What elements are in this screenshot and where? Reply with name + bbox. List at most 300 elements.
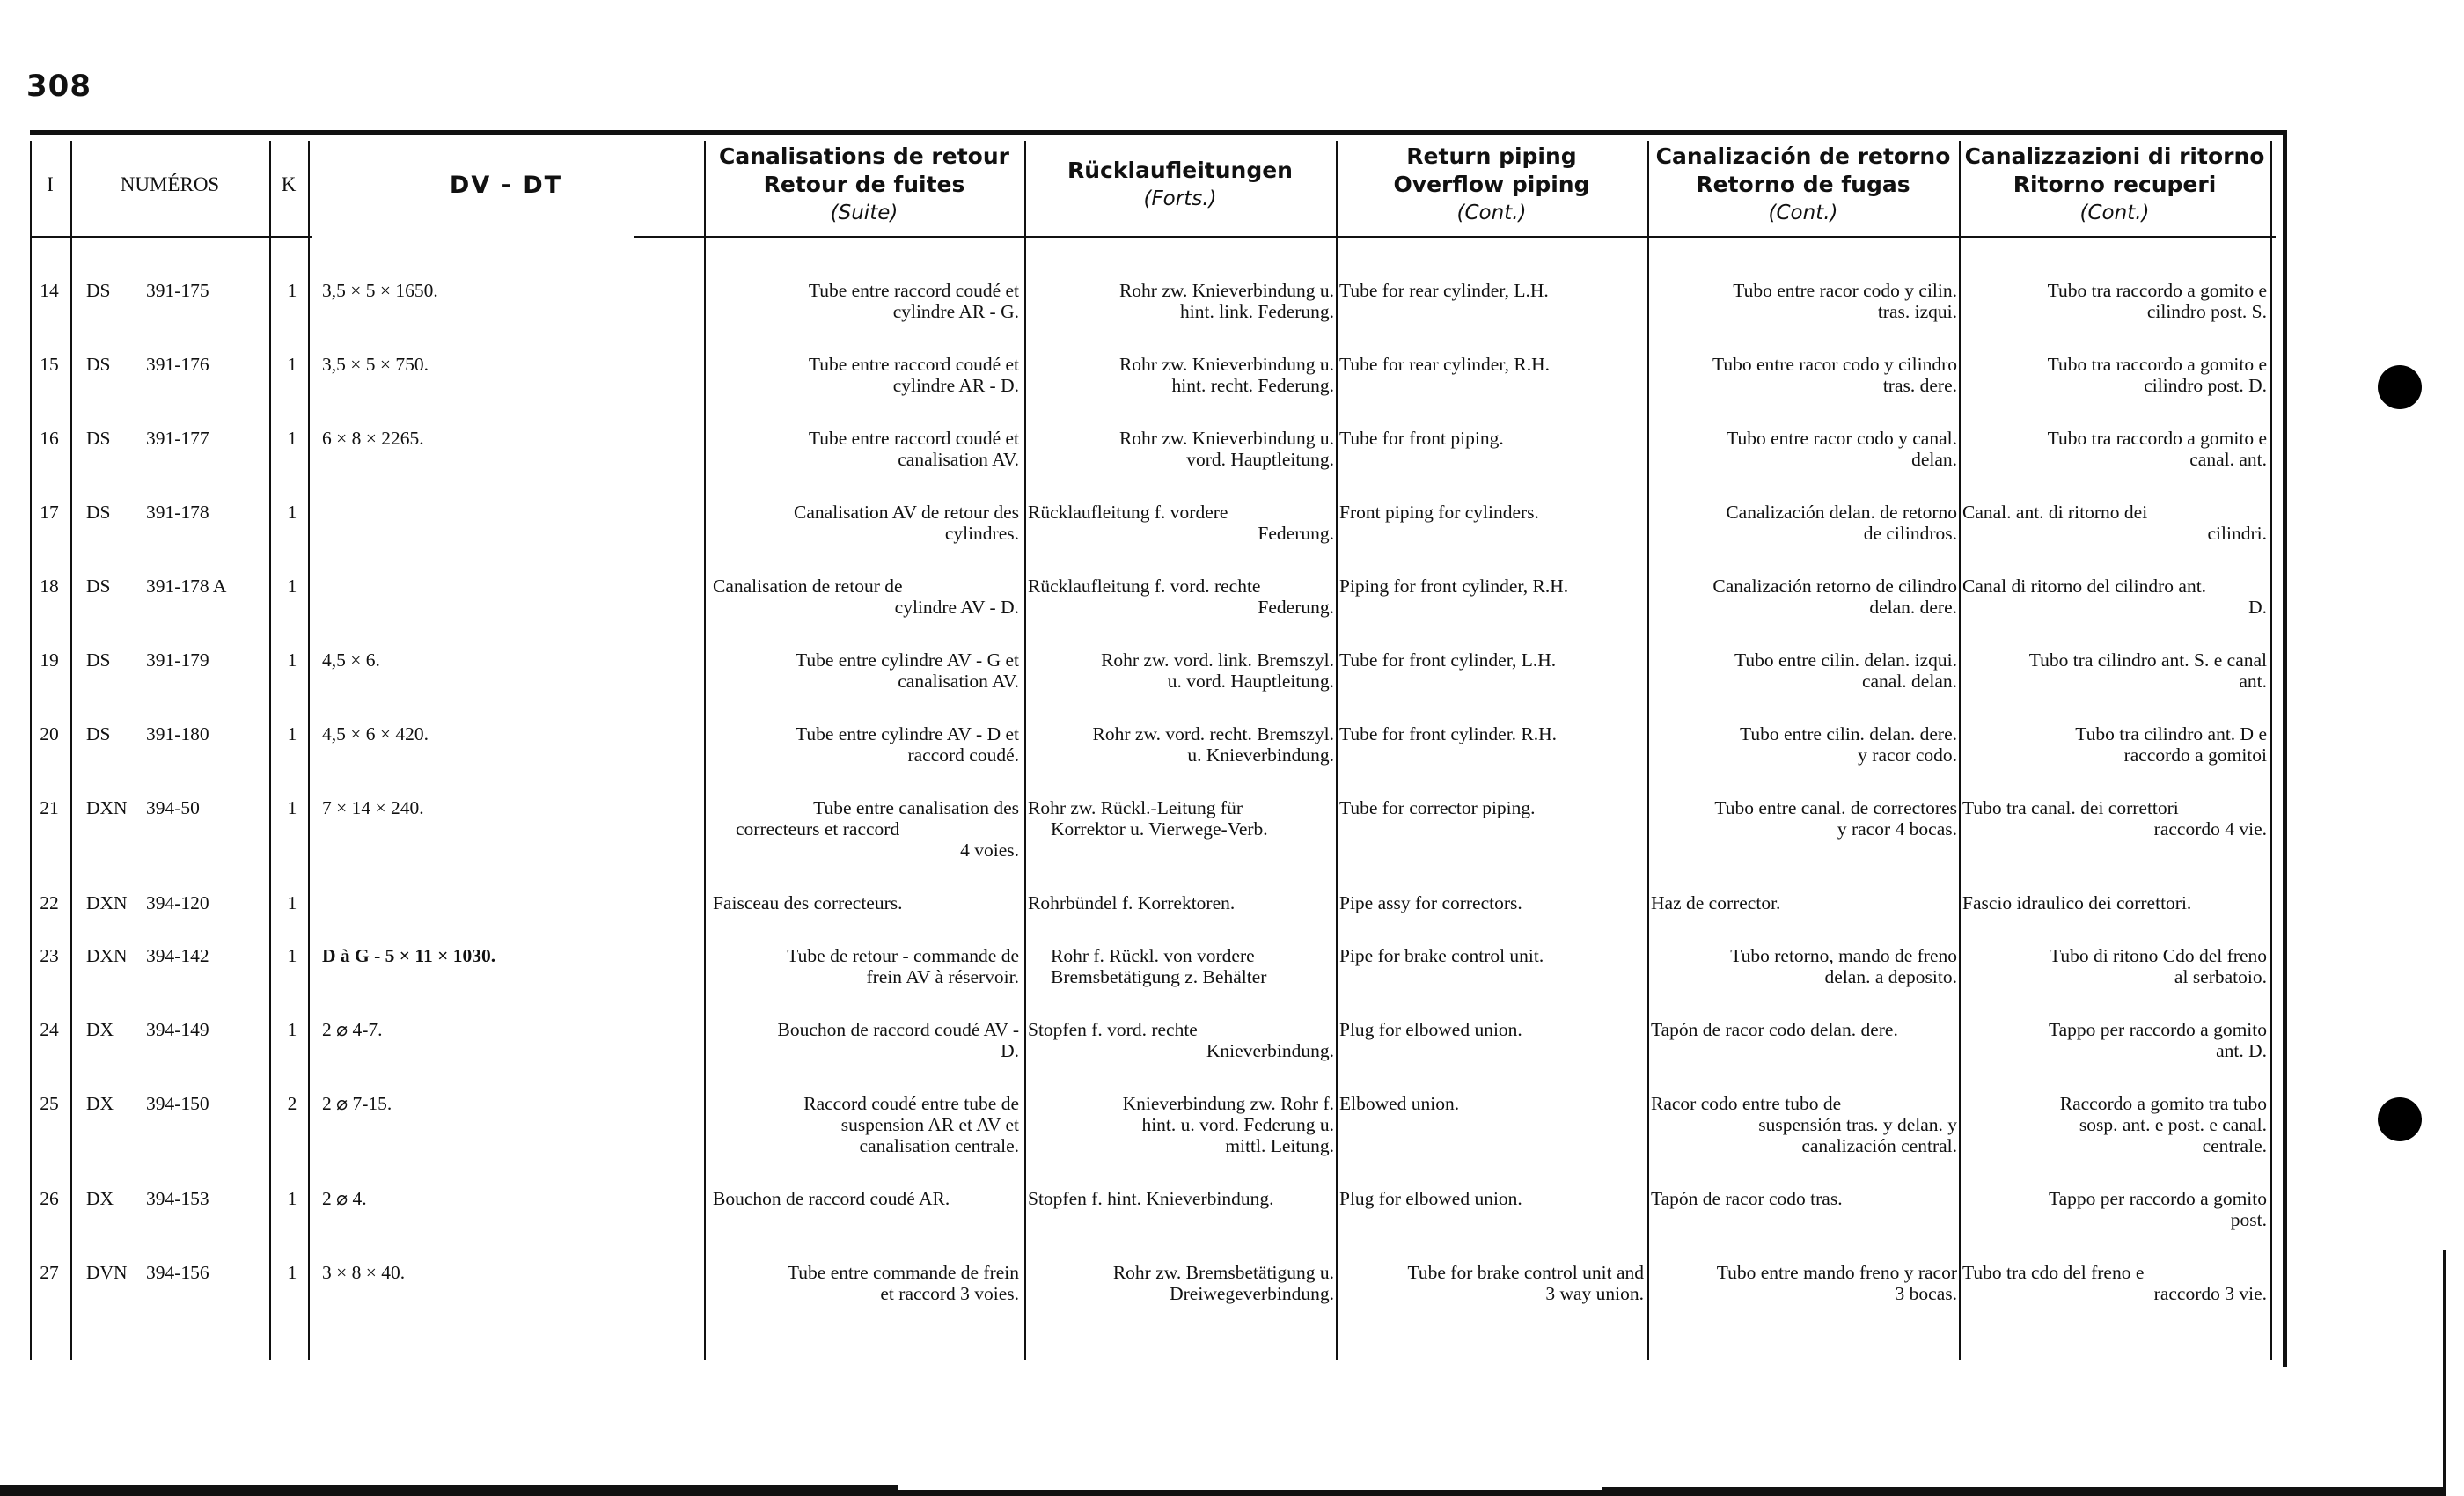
desc-line: Tube entre raccord coudé et (808, 428, 1019, 449)
desc-line: D. (2248, 597, 2267, 618)
desc-line: Rücklaufleitung f. vord. rechte (1028, 576, 1261, 597)
desc-english (1339, 1019, 1644, 1040)
header-spanish (1647, 141, 1959, 229)
desc-line: Tube for front piping. (1339, 428, 1504, 449)
desc-french (713, 1188, 1019, 1209)
row-index: 14 (40, 280, 59, 301)
header-es-line1: Canalización de retorno (1655, 143, 1951, 169)
row-index: 16 (40, 428, 59, 449)
desc-line: mittl. Leitung. (1225, 1135, 1334, 1156)
desc-english (1339, 797, 1644, 818)
desc-french (713, 945, 1019, 987)
desc-line: Canal di ritorno del cilindro ant. (1962, 576, 2207, 597)
desc-line: Korrektor u. Vierwege-Verb. (1051, 818, 1268, 840)
desc-german (1028, 1262, 1334, 1304)
desc-line: cylindres. (944, 523, 1019, 544)
desc-line: Canalización retorno de cilindro (1712, 576, 1957, 597)
header-fr-line1: Canalisations de retour (719, 143, 1009, 169)
column-divider (1959, 141, 1961, 1360)
desc-line: Tube for corrector piping. (1339, 797, 1536, 818)
desc-spanish (1651, 649, 1957, 692)
desc-line: hint. recht. Federung. (1171, 375, 1334, 396)
desc-spanish (1651, 945, 1957, 987)
right-edge-line (2443, 1250, 2446, 1487)
desc-line: y racor 4 bocas. (1837, 818, 1957, 840)
part-prefix: DX (86, 1093, 114, 1114)
desc-english (1339, 280, 1644, 301)
desc-line: Knieverbindung zw. Rohr f. (1122, 1093, 1334, 1114)
desc-line: Tube entre raccord coudé et (808, 280, 1019, 301)
desc-english (1339, 1262, 1644, 1304)
part-prefix: DS (86, 649, 111, 671)
desc-line: u. vord. Hauptleitung. (1167, 671, 1334, 692)
desc-spanish (1651, 576, 1957, 618)
desc-english (1339, 649, 1644, 671)
desc-spanish (1651, 1019, 1957, 1040)
desc-line: suspension AR et AV et (840, 1114, 1019, 1135)
desc-line: cilindro post. D. (2144, 375, 2267, 396)
part-prefix: DS (86, 354, 111, 375)
desc-italian (1962, 1019, 2267, 1061)
desc-line: Canal. ant. di ritorno dei (1962, 502, 2148, 523)
desc-italian (1962, 797, 2267, 840)
header-fr-line2: Retour de fuites (763, 172, 965, 197)
desc-line: Rohr zw. Bremsbetätigung u. (1112, 1262, 1334, 1283)
desc-line: D. (1001, 1040, 1019, 1061)
desc-italian (1962, 1093, 2267, 1156)
desc-line: de cilindros. (1863, 523, 1957, 544)
desc-french (713, 797, 1019, 861)
row-index: 24 (40, 1019, 59, 1040)
part-number: 391-178 A (146, 576, 227, 597)
dimensions: 3,5 × 5 × 750. (322, 354, 429, 375)
row-index: 18 (40, 576, 59, 597)
desc-line: Tubo tra raccordo a gomito e (2047, 280, 2267, 301)
part-prefix: DS (86, 428, 111, 449)
desc-german (1028, 354, 1334, 396)
quantity: 1 (287, 354, 297, 375)
desc-italian (1962, 280, 2267, 322)
desc-line: cilindro post. S. (2146, 301, 2267, 322)
desc-spanish (1651, 723, 1957, 766)
row-index: 20 (40, 723, 59, 744)
part-prefix: DXN (86, 797, 128, 818)
desc-line: canalisation AV. (898, 671, 1019, 692)
desc-german (1028, 945, 1334, 987)
part-prefix: DS (86, 280, 111, 301)
dimensions: D à G - 5 × 11 × 1030. (322, 945, 496, 966)
bottom-edge-bar (1602, 1487, 2446, 1496)
quantity: 2 (287, 1093, 297, 1114)
desc-line: sosp. ant. e post. e canal. (2079, 1114, 2267, 1135)
part-prefix: DS (86, 502, 111, 523)
desc-line: Tubo entre cilin. delan. dere. (1740, 723, 1957, 744)
desc-line: 4 voies. (960, 840, 1019, 861)
header-es-line2: Retorno de fugas (1696, 172, 1910, 197)
desc-line: cylindre AV - D. (894, 597, 1019, 618)
desc-line: Tubo tra cilindro ant. S. e canal (2028, 649, 2267, 671)
desc-line: et raccord 3 voies. (880, 1283, 1019, 1304)
desc-line: Racor codo entre tubo de (1651, 1093, 1842, 1114)
desc-line: tras. izqui. (1877, 301, 1957, 322)
row-index: 15 (40, 354, 59, 375)
desc-line: Tappo per raccordo a gomito (2048, 1019, 2267, 1040)
desc-line: cylindre AR - G. (892, 301, 1019, 322)
column-divider (30, 141, 32, 1360)
desc-line: Tubo entre racor codo y canal. (1727, 428, 1957, 449)
desc-line: cilindri. (2207, 523, 2267, 544)
desc-spanish (1651, 1188, 1957, 1209)
header-german (1024, 141, 1336, 229)
desc-spanish (1651, 797, 1957, 840)
desc-french (713, 892, 1019, 913)
desc-french (713, 723, 1019, 766)
desc-line: Tube for front cylinder. R.H. (1339, 723, 1558, 744)
desc-line: canalización central. (1801, 1135, 1957, 1156)
desc-line: Stopfen f. vord. rechte (1028, 1019, 1198, 1040)
desc-line: Tube entre cylindre AV - G et (796, 649, 1019, 671)
desc-line: raccord coudé. (907, 744, 1019, 766)
desc-line: Stopfen f. hint. Knieverbindung. (1028, 1188, 1274, 1209)
desc-english (1339, 576, 1644, 597)
desc-line: raccordo a gomitoi (2123, 744, 2267, 766)
desc-line: Tube entre cylindre AV - D et (796, 723, 1019, 744)
desc-line: Federung. (1258, 523, 1334, 544)
desc-line: Tube de retour - commande de (787, 945, 1019, 966)
desc-line: ant. (2239, 671, 2267, 692)
quantity: 1 (287, 428, 297, 449)
header-es-line3: (Cont.) (1768, 202, 1838, 224)
desc-line: Tubo di ritono Cdo del freno (2049, 945, 2267, 966)
desc-line: Tube for brake control unit and (1407, 1262, 1644, 1283)
part-number: 394-120 (146, 892, 209, 913)
desc-line: Tube entre raccord coudé et (808, 354, 1019, 375)
desc-line: Bremsbetätigung z. Behälter (1051, 966, 1267, 987)
desc-line: Federung. (1258, 597, 1334, 618)
part-number: 394-153 (146, 1188, 209, 1209)
desc-line: Tubo entre racor codo y cilindro (1712, 354, 1957, 375)
column-divider (269, 141, 271, 1360)
desc-line: Rücklaufleitung f. vordere (1028, 502, 1228, 523)
desc-line: canalisation AV. (898, 449, 1019, 470)
desc-english (1339, 892, 1644, 913)
quantity: 1 (287, 1188, 297, 1209)
part-number: 394-150 (146, 1093, 209, 1114)
header-dvdt-label: DV - DT (449, 171, 563, 199)
desc-line: Plug for elbowed union. (1339, 1188, 1522, 1209)
desc-spanish (1651, 354, 1957, 396)
desc-line: delan. (1911, 449, 1957, 470)
quantity: 1 (287, 1262, 297, 1283)
dimensions: 7 × 14 × 240. (322, 797, 424, 818)
column-divider (1647, 141, 1649, 1360)
desc-german (1028, 1019, 1334, 1061)
part-prefix: DXN (86, 892, 128, 913)
desc-italian (1962, 649, 2267, 692)
desc-line: Knieverbindung. (1206, 1040, 1334, 1061)
desc-line: Pipe assy for correctors. (1339, 892, 1522, 913)
desc-line: Tapón de racor codo delan. dere. (1651, 1019, 1898, 1040)
dimensions: 2 ⌀ 7-15. (322, 1093, 392, 1114)
bottom-edge-bar (0, 1485, 898, 1496)
desc-german (1028, 649, 1334, 692)
header-index (30, 141, 70, 229)
desc-spanish (1651, 428, 1957, 470)
desc-line: cylindre AR - D. (892, 375, 1019, 396)
desc-spanish (1651, 892, 1957, 913)
desc-line: centrale. (2202, 1135, 2267, 1156)
header-en-line3: (Cont.) (1456, 202, 1527, 224)
desc-line: Tubo entre mando freno y racor (1716, 1262, 1957, 1283)
desc-english (1339, 428, 1644, 449)
desc-french (713, 1019, 1019, 1061)
desc-line: raccordo 3 vie. (2153, 1283, 2267, 1304)
quantity: 1 (287, 502, 297, 523)
desc-french (713, 576, 1019, 618)
desc-italian (1962, 1188, 2267, 1230)
row-index: 26 (40, 1188, 59, 1209)
row-index: 19 (40, 649, 59, 671)
desc-line: al serbatoio. (2174, 966, 2267, 987)
desc-french (713, 1262, 1019, 1304)
desc-line: Tube entre commande de frein (787, 1262, 1019, 1283)
desc-line: Pipe for brake control unit. (1339, 945, 1544, 966)
part-number: 394-50 (146, 797, 200, 818)
header-it-line1: Canalizzazioni di ritorno (1964, 143, 2265, 169)
desc-line: canal. delan. (1861, 671, 1957, 692)
desc-line: 3 bocas. (1895, 1283, 1957, 1304)
desc-line: Front piping for cylinders. (1339, 502, 1539, 523)
quantity: 1 (287, 945, 297, 966)
quantity: 1 (287, 1019, 297, 1040)
desc-line: delan. dere. (1869, 597, 1957, 618)
desc-line: hint. u. vord. Federung u. (1141, 1114, 1334, 1135)
quantity: 1 (287, 649, 297, 671)
column-divider (2270, 141, 2272, 1360)
part-number: 391-177 (146, 428, 209, 449)
header-dvdt (308, 141, 704, 229)
part-prefix: DS (86, 576, 111, 597)
desc-line: Tube for rear cylinder, L.H. (1339, 280, 1549, 301)
desc-line: ant. D. (2216, 1040, 2267, 1061)
desc-line: canalisation centrale. (859, 1135, 1019, 1156)
header-english (1336, 141, 1647, 229)
desc-italian (1962, 502, 2267, 544)
desc-line: Tubo tra raccordo a gomito e (2047, 354, 2267, 375)
desc-line: Bouchon de raccord coudé AV - (777, 1019, 1019, 1040)
desc-line: u. Knieverbindung. (1187, 744, 1334, 766)
desc-line: Tube for front cylinder, L.H. (1339, 649, 1557, 671)
desc-german (1028, 1093, 1334, 1156)
desc-line: Haz de corrector. (1651, 892, 1781, 913)
desc-line: Tubo entre cilin. delan. izqui. (1734, 649, 1957, 671)
header-k-label: K (281, 173, 297, 195)
desc-line: hint. link. Federung. (1180, 301, 1334, 322)
desc-spanish (1651, 1262, 1957, 1304)
desc-line: Tapón de racor codo tras. (1651, 1188, 1843, 1209)
desc-line: Tubo entre canal. de correctores (1714, 797, 1957, 818)
desc-line: tras. dere. (1882, 375, 1957, 396)
desc-line: Tubo tra cdo del freno e (1962, 1262, 2145, 1283)
desc-italian (1962, 576, 2267, 618)
desc-line: Rohr zw. vord. link. Bremszyl. (1101, 649, 1334, 671)
desc-french (713, 354, 1019, 396)
desc-german (1028, 280, 1334, 322)
column-divider (70, 141, 72, 1360)
desc-line: Faisceau des correcteurs. (713, 892, 903, 913)
dimensions: 6 × 8 × 2265. (322, 428, 424, 449)
part-number: 391-178 (146, 502, 209, 523)
header-en-line1: Return piping (1406, 143, 1577, 169)
header-it-line2: Ritorno recuperi (2013, 172, 2217, 197)
desc-line: post. (2230, 1209, 2267, 1230)
desc-italian (1962, 354, 2267, 396)
dimensions: 4,5 × 6. (322, 649, 380, 671)
desc-line: Fascio idraulico dei correttori. (1962, 892, 2192, 913)
header-k (269, 141, 308, 229)
column-divider (1024, 141, 1026, 1360)
desc-line: suspensión tras. y delan. y (1758, 1114, 1957, 1135)
desc-line: Piping for front cylinder, R.H. (1339, 576, 1569, 597)
desc-line: frein AV à réservoir. (866, 966, 1019, 987)
part-prefix: DX (86, 1188, 114, 1209)
desc-line: Rohrbündel f. Korrektoren. (1028, 892, 1236, 913)
dimensions: 3,5 × 5 × 1650. (322, 280, 438, 301)
desc-line: Canalización delan. de retorno (1726, 502, 1957, 523)
header-french (704, 141, 1024, 229)
desc-english (1339, 354, 1644, 375)
dimensions: 2 ⌀ 4. (322, 1188, 367, 1209)
header-en-line2: Overflow piping (1393, 172, 1590, 197)
desc-line: canal. ant. (2189, 449, 2267, 470)
row-index: 22 (40, 892, 59, 913)
header-numeros-label: NUMÉROS (120, 173, 220, 195)
desc-line: delan. a deposito. (1824, 966, 1957, 987)
part-number: 391-176 (146, 354, 209, 375)
part-number: 394-149 (146, 1019, 209, 1040)
header-de-line1: Rücklaufleitungen (1067, 158, 1293, 183)
desc-line: Tubo tra cilindro ant. D e (2075, 723, 2267, 744)
part-prefix: DS (86, 723, 111, 744)
part-prefix: DX (86, 1019, 114, 1040)
column-divider (308, 141, 310, 1360)
punch-hole (2378, 1097, 2422, 1141)
desc-line: Tubo tra raccordo a gomito e (2047, 428, 2267, 449)
desc-french (713, 502, 1019, 544)
desc-french (713, 649, 1019, 692)
quantity: 1 (287, 576, 297, 597)
desc-line: Rohr zw. Rückl.-Leitung für (1028, 797, 1243, 818)
desc-line: Rohr zw. vord. recht. Bremszyl. (1092, 723, 1334, 744)
desc-french (713, 280, 1019, 322)
dimensions: 4,5 × 6 × 420. (322, 723, 429, 744)
desc-line: Tubo retorno, mando de freno (1730, 945, 1957, 966)
desc-line: Rohr zw. Knieverbindung u. (1118, 354, 1334, 375)
desc-line: Canalisation AV de retour des (794, 502, 1019, 523)
desc-french (713, 428, 1019, 470)
desc-english (1339, 723, 1644, 744)
desc-german (1028, 892, 1334, 913)
quantity: 1 (287, 723, 297, 744)
desc-italian (1962, 723, 2267, 766)
part-number: 394-142 (146, 945, 209, 966)
desc-line: Raccord coudé entre tube de (803, 1093, 1019, 1114)
desc-line: Tube for rear cylinder, R.H. (1339, 354, 1550, 375)
part-number: 394-156 (146, 1262, 209, 1283)
desc-line: correcteurs et raccord (736, 818, 900, 840)
header-de-line2: (Forts.) (1143, 187, 1217, 210)
quantity: 1 (287, 797, 297, 818)
desc-line: Rohr zw. Knieverbindung u. (1118, 428, 1334, 449)
desc-line: Tubo tra canal. dei correttori (1962, 797, 2179, 818)
header-italian (1959, 141, 2270, 229)
desc-line: Elbowed union. (1339, 1093, 1460, 1114)
desc-line: Dreiwegeverbindung. (1170, 1283, 1334, 1304)
part-prefix: DXN (86, 945, 128, 966)
desc-italian (1962, 428, 2267, 470)
row-index: 23 (40, 945, 59, 966)
desc-line: Rohr f. Rückl. von vordere (1051, 945, 1255, 966)
quantity: 1 (287, 892, 297, 913)
header-index-label: I (47, 173, 54, 195)
desc-line: y racor codo. (1858, 744, 1957, 766)
punch-hole (2378, 365, 2422, 409)
desc-line: Tubo entre racor codo y cilin. (1733, 280, 1957, 301)
header-fr-line3: (Suite) (830, 202, 898, 224)
desc-english (1339, 502, 1644, 523)
part-number: 391-175 (146, 280, 209, 301)
part-number: 391-180 (146, 723, 209, 744)
desc-italian (1962, 1262, 2267, 1304)
row-index: 27 (40, 1262, 59, 1283)
desc-spanish (1651, 502, 1957, 544)
bottom-edge-bar (898, 1490, 1602, 1496)
desc-german (1028, 428, 1334, 470)
desc-line: Tappo per raccordo a gomito (2048, 1188, 2267, 1209)
column-divider (1336, 141, 1338, 1360)
page-number: 308 (26, 69, 92, 104)
desc-line: Bouchon de raccord coudé AR. (713, 1188, 950, 1209)
row-index: 21 (40, 797, 59, 818)
desc-german (1028, 1188, 1334, 1209)
desc-french (713, 1093, 1019, 1156)
desc-line: Canalisation de retour de (713, 576, 903, 597)
desc-german (1028, 502, 1334, 544)
desc-german (1028, 723, 1334, 766)
header-numeros (70, 141, 269, 229)
part-number: 391-179 (146, 649, 209, 671)
desc-spanish (1651, 280, 1957, 322)
row-index: 25 (40, 1093, 59, 1114)
desc-line: Plug for elbowed union. (1339, 1019, 1522, 1040)
desc-line: raccordo 4 vie. (2153, 818, 2267, 840)
quantity: 1 (287, 280, 297, 301)
desc-english (1339, 1188, 1644, 1209)
column-divider (704, 141, 706, 1360)
desc-italian (1962, 892, 2267, 913)
row-index: 17 (40, 502, 59, 523)
part-prefix: DVN (86, 1262, 128, 1283)
desc-line: Tube entre canalisation des (813, 797, 1019, 818)
dimensions: 3 × 8 × 40. (322, 1262, 406, 1283)
desc-english (1339, 945, 1644, 966)
desc-italian (1962, 945, 2267, 987)
dimensions: 2 ⌀ 4-7. (322, 1019, 383, 1040)
desc-line: 3 way union. (1545, 1283, 1644, 1304)
header-rule-gap (312, 232, 634, 239)
desc-line: Rohr zw. Knieverbindung u. (1118, 280, 1334, 301)
header-it-line3: (Cont.) (2079, 202, 2150, 224)
